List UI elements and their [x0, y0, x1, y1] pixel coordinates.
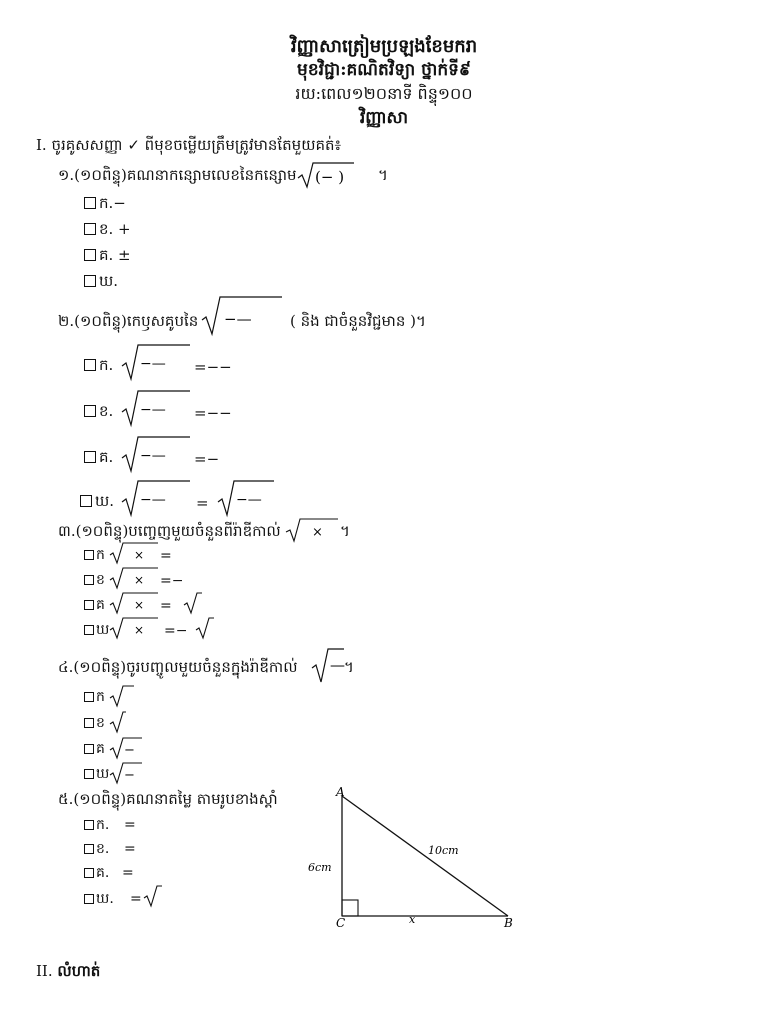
svg-text:−—: −—	[236, 492, 262, 508]
q1-end: ។	[378, 166, 388, 184]
checkbox[interactable]	[84, 249, 96, 261]
svg-text:—: —	[330, 656, 345, 674]
exam-section-label: វិញ្ញាសា	[359, 108, 409, 128]
svg-text:−—: −—	[140, 356, 166, 372]
svg-text:−—: −—	[140, 448, 166, 464]
checkbox[interactable]	[84, 550, 94, 560]
q2-option-a-radical	[120, 342, 192, 382]
vertex-b-label: B	[504, 916, 513, 930]
q3-option-c-radical	[108, 590, 160, 616]
side-cb-label: x	[409, 913, 416, 926]
triangle-figure	[296, 776, 540, 940]
q3-text: ៣.(១០ពិន្ទុ)បញ្ចេញមួយចំនួនពីរ៉ាឌីកាល់	[58, 522, 281, 540]
q2-option-b-rhs: =−−	[194, 404, 232, 422]
side-ac-label: 6cm	[308, 861, 332, 874]
checkbox[interactable]	[84, 223, 96, 235]
checkbox[interactable]	[84, 744, 94, 754]
hypotenuse-label: 10cm	[428, 844, 459, 857]
section-two-title	[36, 964, 100, 979]
q5-option-a-rhs: =	[124, 817, 136, 833]
checkbox[interactable]	[84, 769, 94, 779]
vertex-c-label: C	[336, 916, 346, 930]
q2-option-c-radical	[120, 434, 192, 474]
q2-text: ២.(១០ពិន្ទុ)កេឫសគូបនៃ	[58, 312, 199, 330]
q3-option-d-rhs: =−	[164, 623, 188, 639]
checkbox[interactable]	[84, 868, 94, 878]
q1-text: ១.(១០ពិន្ទុ)គណនាកន្សោមលេខនៃកន្សោម	[58, 166, 297, 184]
exam-title: វិញ្ញាសាត្រៀមប្រឡងខែមករា	[290, 36, 478, 57]
q1-option-a[interactable]: ក.−	[84, 196, 126, 211]
q2-option-a[interactable]: ក.	[84, 358, 113, 373]
q3-option-c-rhs: =	[160, 598, 172, 614]
q3-option-c[interactable]: គ	[84, 598, 105, 612]
checkbox[interactable]	[84, 575, 94, 585]
q5-option-b[interactable]: ខ.	[84, 842, 109, 856]
q4-option-a-radical	[108, 683, 136, 709]
q3-option-a-rhs: =	[160, 548, 172, 564]
q2-option-a-rhs: =−−	[194, 358, 232, 376]
svg-text:−—: −—	[140, 492, 166, 508]
q1-radicand: (− )	[315, 168, 345, 186]
q3-radical	[284, 516, 340, 544]
q2-option-b-radical	[120, 388, 192, 428]
q4-option-b[interactable]: ខ	[84, 716, 105, 730]
checkbox[interactable]	[84, 718, 94, 728]
section-two-label: លំហាត់	[57, 962, 101, 980]
q3-end: ។	[340, 522, 350, 540]
q1-option-b[interactable]: ខ. +	[84, 222, 131, 237]
svg-text:−—: −—	[140, 402, 166, 418]
q5-option-d[interactable]: ឃ.	[84, 892, 114, 906]
svg-text:×: ×	[134, 598, 145, 612]
svg-text:×: ×	[312, 525, 323, 540]
exam-subject: មុខវិជ្ជា:គណិតវិទ្យា ថ្នាក់ទី៩	[297, 60, 471, 80]
q4-option-c-radical	[108, 735, 144, 761]
q2-middle: ( និង ជាចំនួនវិជ្ជមាន )។	[290, 312, 426, 330]
q2-radicand: −—	[224, 310, 252, 328]
q3-option-b-radical	[108, 565, 160, 591]
q3-option-c-radical-2	[182, 590, 204, 616]
q3-option-a-radical	[108, 540, 160, 566]
q3-option-d[interactable]: ឃ	[84, 623, 109, 637]
q5-option-d-rhs: =	[130, 891, 142, 907]
q5-option-c-rhs: =	[122, 865, 134, 881]
q2-option-d-radical-2	[216, 478, 276, 518]
q2-radical	[200, 294, 284, 338]
svg-text:−: −	[124, 768, 135, 783]
svg-text:−: −	[124, 743, 135, 758]
svg-text:×: ×	[134, 573, 145, 587]
checkbox[interactable]	[84, 197, 96, 209]
q3-option-b[interactable]: ខ	[84, 573, 105, 587]
q2-option-d-rhs: =	[196, 494, 209, 512]
checkbox[interactable]	[84, 451, 96, 463]
section-two-prefix: II.	[36, 962, 53, 980]
q4-option-d-radical	[108, 760, 144, 786]
checkbox[interactable]	[84, 275, 96, 287]
q4-end: ។	[344, 658, 354, 676]
checkbox[interactable]	[84, 359, 96, 371]
q3-option-b-rhs: =−	[160, 573, 184, 589]
q2-option-c-rhs: =−	[194, 450, 220, 468]
checkbox[interactable]	[84, 625, 94, 635]
q1-option-c[interactable]: គ. ±	[84, 248, 131, 263]
checkbox[interactable]	[84, 600, 94, 610]
checkbox[interactable]	[84, 894, 94, 904]
q2-option-b[interactable]: ខ.	[84, 404, 113, 419]
q3-option-d-radical-2	[194, 615, 216, 641]
q2-option-d[interactable]: ឃ.	[80, 494, 114, 509]
q5-option-b-rhs: =	[124, 841, 136, 857]
checkbox[interactable]	[84, 820, 94, 830]
q5-option-a[interactable]: ក.	[84, 818, 109, 832]
q5-option-c[interactable]: គ.	[84, 866, 109, 880]
checkbox[interactable]	[84, 692, 94, 702]
checkbox[interactable]	[80, 495, 92, 507]
q3-option-a[interactable]: ក	[84, 548, 105, 562]
svg-text:×: ×	[134, 623, 145, 637]
section-one-title: I. ចូរគូសសញ្ញា ✓ ពីមុខចម្លើយត្រឹមត្រូវមានតែមួយគត់៖	[36, 136, 342, 154]
q4-option-b-radical	[108, 709, 128, 735]
svg-text:×: ×	[134, 548, 145, 562]
q4-radical	[310, 646, 346, 686]
checkbox[interactable]	[84, 405, 96, 417]
exam-duration: រយ:ពេល១២០នាទី ពិន្ទុ១០០	[295, 84, 473, 103]
q2-option-c[interactable]: គ.	[84, 450, 113, 465]
q4-text: ៤.(១០ពិន្ទុ)ចូរបញ្ចូលមួយចំនួនក្នុងរ៉ាឌីកាល់	[58, 658, 298, 676]
q4-option-c[interactable]: គ	[84, 742, 105, 756]
vertex-a-label: A	[336, 785, 345, 799]
q5-text: ៥.(១០ពិន្ទុ)គណនាតម្លៃ តាមរូបខាងស្តាំ	[58, 790, 278, 808]
q3-option-d-radical	[108, 615, 160, 641]
q4-option-d[interactable]: ឃ	[84, 767, 109, 781]
q4-option-a[interactable]: ក	[84, 690, 105, 704]
q5-option-d-radical	[142, 883, 164, 909]
checkbox[interactable]	[84, 844, 94, 854]
q1-option-d[interactable]: ឃ.	[84, 274, 118, 289]
q1-radical	[296, 160, 356, 190]
q2-option-d-radical	[120, 478, 192, 518]
